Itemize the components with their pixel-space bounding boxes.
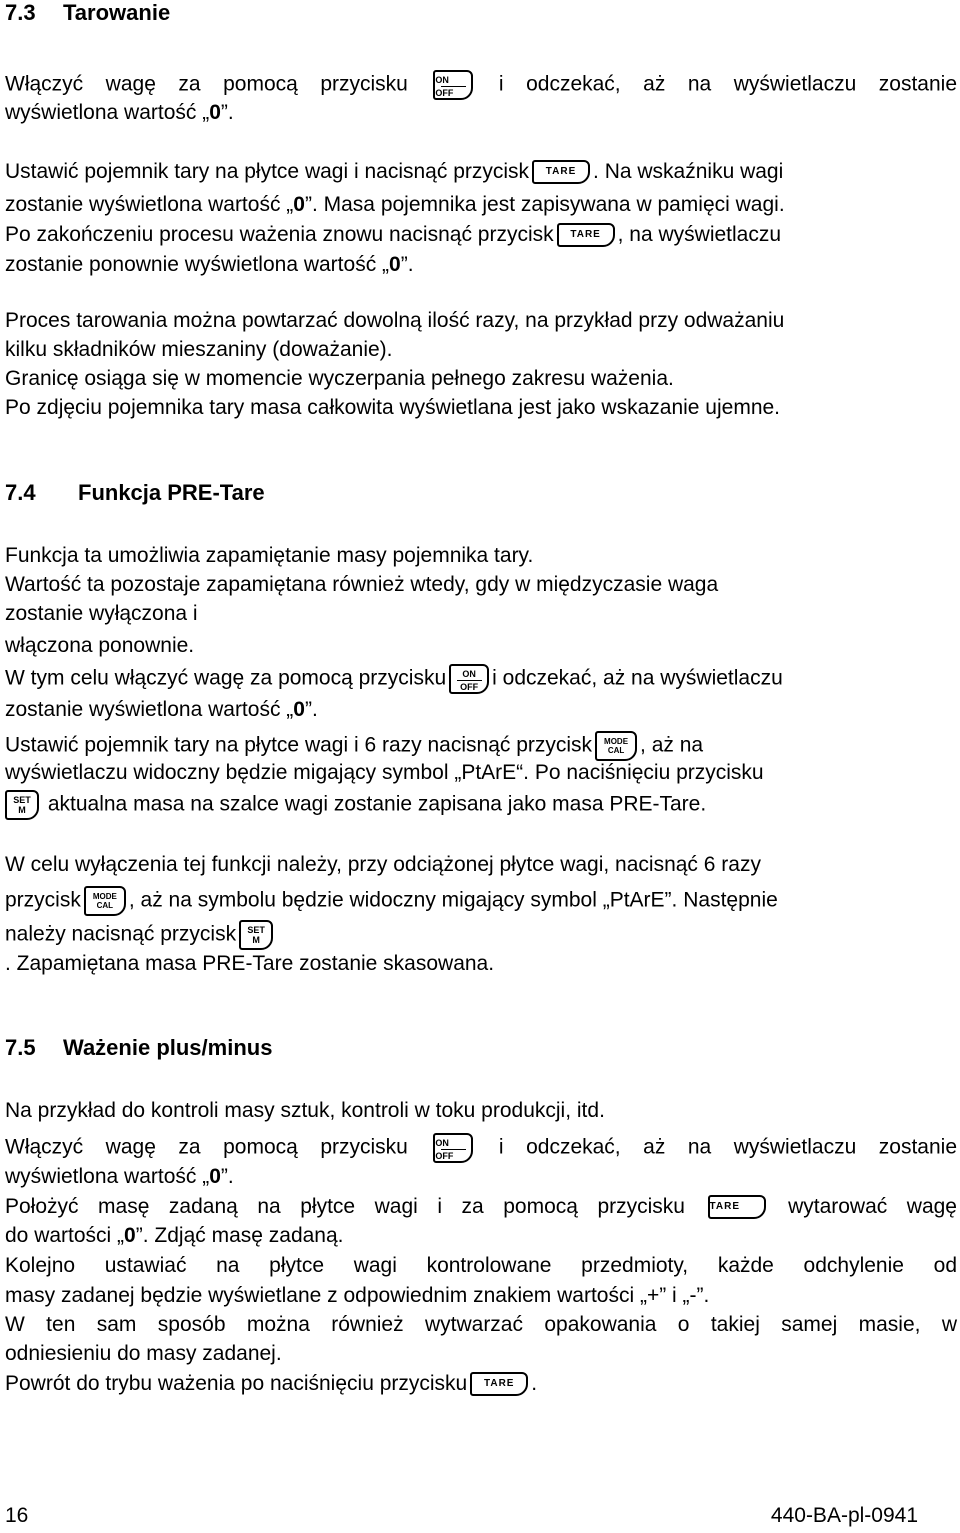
paragraph-line: wyświetlona wartość „0”. bbox=[5, 101, 234, 124]
paragraph-line: Kolejno ustawiać na płytce wagi kontrolowane przedmioty, każde odchylenie od bbox=[5, 1254, 957, 1277]
paragraph-line: należy nacisnąć przycisk SET M bbox=[5, 920, 276, 950]
paragraph-line: odniesieniu do masy zadanej. bbox=[5, 1342, 282, 1365]
paragraph-line: W ten sam sposób można również wytwarzać opakowania o takiej samej masie, w bbox=[5, 1313, 957, 1336]
paragraph-line: Położyć masę zadaną na płytce wagi i za pomocą przycisku TARE wytarować wagę bbox=[5, 1195, 957, 1218]
value-zero: 0 bbox=[209, 101, 221, 124]
section-title: Funkcja PRE-Tare bbox=[78, 480, 265, 505]
on-off-key-icon: ON OFF bbox=[433, 1133, 473, 1163]
set-m-key-icon: SET M bbox=[5, 790, 39, 820]
paragraph-line: włączona ponownie. bbox=[5, 634, 195, 657]
paragraph-line: do wartości „0”. Zdjąć masę zadaną. bbox=[5, 1224, 344, 1247]
tare-key-icon: TARE bbox=[708, 1195, 766, 1219]
section-number: 7.4 bbox=[5, 480, 36, 505]
section-heading-7-4 bbox=[5, 480, 265, 506]
paragraph-line bbox=[5, 70, 957, 100]
paragraph-line: Powrót do trybu ważenia po naciśnięciu przycisku TARE . bbox=[5, 1372, 538, 1395]
on-off-key-icon: ON OFF bbox=[449, 664, 489, 694]
paragraph-line: W celu wyłączenia tej funkcji należy, przy odciążonej płytce wagi, nacisnąć 6 razy bbox=[5, 853, 761, 876]
page-number: 16 bbox=[5, 1504, 29, 1527]
paragraph-line: zostanie ponownie wyświetlona wartość „0”. bbox=[5, 253, 414, 276]
paragraph-line: Wartość ta pozostaje zapamiętana również wtedy, gdy w międzyczasie waga bbox=[5, 573, 719, 596]
set-m-key-icon: SET M bbox=[239, 920, 273, 950]
paragraph-line: Włączyć wagę za pomocą przycisku ON OFF i odczekać, aż na wyświetlaczu zostanie bbox=[5, 1133, 957, 1163]
value-zero: 0 bbox=[293, 193, 305, 216]
paragraph-line: Funkcja ta umożliwia zapamiętanie masy pojemnika tary. bbox=[5, 544, 534, 567]
value-zero: 0 bbox=[389, 253, 401, 276]
paragraph-line: Granicę osiąga się w momencie wyczerpania pełnego zakresu ważenia. bbox=[5, 367, 674, 390]
paragraph-line: . Zapamiętana masa PRE-Tare zostanie skasowana. bbox=[5, 952, 495, 975]
mode-cal-key-icon: MODE CAL bbox=[84, 886, 126, 916]
section-heading-7-3 bbox=[5, 0, 170, 26]
text: Włączyć wagę za pomocą przycisku bbox=[5, 72, 408, 96]
paragraph-line: Po zdjęciu pojemnika tary masa całkowita wyświetlana jest jako wskazanie ujemne. bbox=[5, 396, 781, 419]
paragraph-line: wyświetlona wartość „0”. bbox=[5, 1165, 234, 1188]
paragraph-line: wyświetlaczu widoczny będzie migający symbol „PtArE“. Po naciśnięciu przycisku bbox=[5, 761, 764, 784]
section-number: 7.3 bbox=[5, 0, 36, 25]
paragraph-line: zostanie wyświetlona wartość „0”. bbox=[5, 698, 318, 721]
tare-key-icon: TARE bbox=[470, 1372, 528, 1396]
text: i odczekać, aż na wyświetlaczu zostanie bbox=[498, 72, 957, 96]
document-code: 440-BA-pl-0941 bbox=[770, 1504, 918, 1527]
paragraph-line: Ustawić pojemnik tary na płytce wagi i 6 razy nacisnąć przycisk MODE CAL , aż na bbox=[5, 731, 703, 761]
paragraph-line: Ustawić pojemnik tary na płytce wagi i nacisnąć przycisk TARE . Na wskaźniku wagi bbox=[5, 160, 784, 183]
value-zero: 0 bbox=[209, 1165, 221, 1188]
section-title: Tarowanie bbox=[63, 0, 171, 25]
value-zero: 0 bbox=[124, 1224, 136, 1247]
section-number: 7.5 bbox=[5, 1035, 36, 1060]
paragraph-line: Na przykład do kontroli masy sztuk, kontroli w toku produkcji, itd. bbox=[5, 1099, 605, 1122]
paragraph-line: Po zakończeniu procesu ważenia znowu nacisnąć przycisk TARE , na wyświetlaczu bbox=[5, 223, 782, 246]
paragraph-line: kilku składników mieszaniny (doważanie). bbox=[5, 338, 393, 361]
tare-key-icon: TARE bbox=[532, 160, 590, 184]
paragraph-line: zostanie wyświetlona wartość „0”. Masa pojemnika jest zapisywana w pamięci wagi. bbox=[5, 193, 785, 216]
section-heading-7-5 bbox=[5, 1035, 272, 1061]
paragraph-line: SET M aktualna masa na szalce wagi zostanie zapisana jako masa PRE-Tare. bbox=[5, 790, 706, 820]
section-title: Ważenie plus/minus bbox=[63, 1035, 273, 1060]
paragraph-line: Proces tarowania można powtarzać dowolną ilość razy, na przykład przy odważaniu bbox=[5, 309, 785, 332]
value-zero: 0 bbox=[293, 698, 305, 721]
paragraph-line: przycisk MODE CAL , aż na symbolu będzie widoczny migający symbol „PtArE”. Następnie bbox=[5, 886, 778, 916]
tare-key-icon: TARE bbox=[557, 223, 615, 247]
paragraph-line: W tym celu włączyć wagę za pomocą przycisku ON OFF i odczekać, aż na wyświetlaczu bbox=[5, 664, 783, 694]
on-off-key-icon: ON OFF bbox=[433, 70, 473, 100]
paragraph-line: zostanie wyłączona i bbox=[5, 602, 198, 625]
mode-cal-key-icon: MODE CAL bbox=[595, 731, 637, 761]
paragraph-line: masy zadanej będzie wyświetlane z odpowiednim znakiem wartości „+” i „-”. bbox=[5, 1284, 710, 1307]
